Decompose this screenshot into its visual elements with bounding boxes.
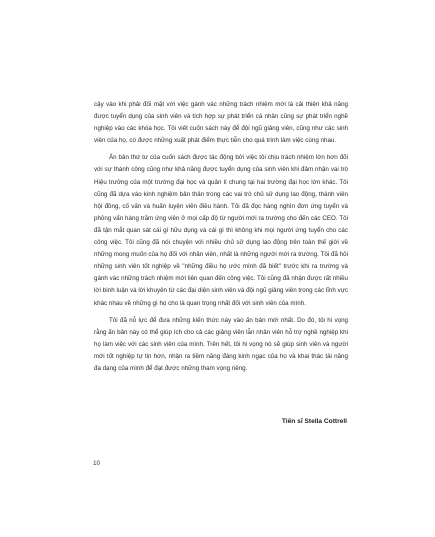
paragraph-1: cậy vào khi phải đối mặt với việc gánh vác những trách nhiệm mới là cải thiện khả năng được tuyển dụng của sinh viên và tích hợp sự phát triển cá nhân cũng sự phát triển nghề nghiệp vào các khóa học. Tôi viết cuốn sách này để đội ngũ giảng viên, cũng như các sinh viên của họ, có được những xuất phát điểm thực tiễn cho quá trình làm việc cùng nhau. (94, 101, 348, 145)
page-number: 10 (93, 460, 101, 467)
author-signature: Tiến sĩ Stella Cottrell (281, 418, 347, 425)
paragraph-2: Ấn bản thứ tư của cuốn sách được tác động bởi việc tôi chịu trách nhiệm lớn hơn đối với sự thành công cũng như khả năng được tuyển dụng của sinh viên khi đảm nhận vai trò Hiệu trưởng của một trường đại học và quản lí chung tại hai trường đại học lớn khác. Tôi cũng đã dựa vào kinh nghiệm bản thân trong các vai trò chủ sử dụng lao động, thành viên hội đồng, cố vấn và huấn luyện viên điều hành. Tôi đã đọc hàng nghìn đơn ứng tuyển và phỏng vấn hàng trăm ứng viên ở mọi cấp độ từ người mới ra trường cho đến các CEO. Tôi đã tận mắt quan sát cái gì hữu dụng và cái gì thì không khi mọi người ứng tuyển cho các công việc. Tôi cũng đã nói chuyện với nhiều chủ sử dụng lao động trên toàn thế giới về những mong muốn của họ đối với nhân viên, nhất là những người mới ra trường. Tôi đã hỏi những sinh viên tốt nghiệp về "những điều họ ước mình đã biết" trước khi ra trường và gánh vác những trách nhiệm mới liên quan đến công việc. Tôi cũng đã nhận được rất nhiều lời bình luận và lời khuyên từ các đại diện sinh viên và đội ngũ giảng viên trong các lĩnh vực khác nhau về những gì họ cho là quan trọng nhất đối với sinh viên của mình. (94, 154, 348, 307)
paragraph-3: Tôi đã nỗ lực để đưa những kiến thức này vào ấn bản mới nhất. Do đó, tôi hi vọng rằng ấn bản này có thể giúp ích cho cả các giảng viên lẫn nhân viên hỗ trợ nghề nghiệp khi họ làm việc với các sinh viên của mình. Trên hết, tôi hi vọng nó sẽ giúp sinh viên và người mới tốt nghiệp tự tin hơn, nhận ra tiềm năng đáng kinh ngạc của họ và khai thác tài năng đa dạng của mình để đạt được những tham vọng riêng. (94, 316, 348, 372)
body-text (94, 99, 348, 375)
